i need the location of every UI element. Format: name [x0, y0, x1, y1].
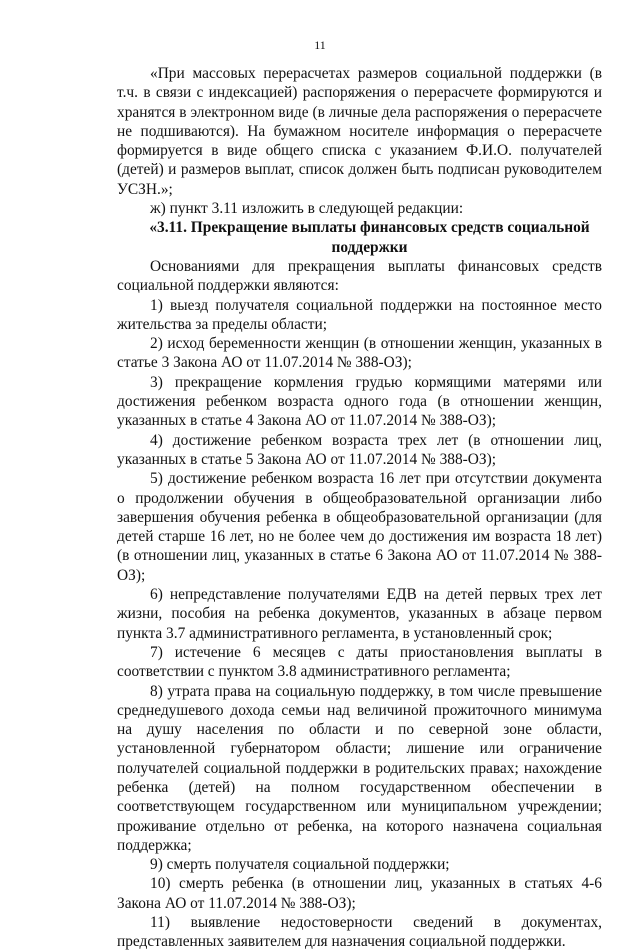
paragraph-item-zh: ж) пункт 3.11 изложить в следующей редакции: — [150, 200, 464, 218]
list-item-8: 8) утрата права на социальную поддержку, в том числе превышение среднедушевого дохода семьи над величиной прожиточного минимума на душу населения по области и по северной зоне области, установленной губернатором области; лишение или ограничение получателей социальной поддержки в родительских правах; нахождение ребенка (детей) на полном государственном обеспечении в соответствующем государственном или муниципальном учреждении; проживание отдельно от ребенка, на которого назначена социальная поддержка; — [117, 682, 602, 854]
list-item-1: 1) выезд получателя социальной поддержки на постоянное место жительства за пределы области; — [117, 296, 602, 333]
list-item-3: 3) прекращение кормления грудью кормящими матерями или достижения ребенком возраста одного года (в отношении женщин, указанных в статье 4 Закона АО от 11.07.2014 № 388-ОЗ); — [117, 373, 602, 430]
page-number: 11 — [314, 38, 326, 52]
list-item-11: 11) выявление недостоверности сведений в документах, представленных заявителем для назначения социальной поддержки. — [117, 914, 602, 951]
list-item-9: 9) смерть получателя социальной поддержки; — [150, 856, 450, 874]
section-heading-3-11: «3.11. Прекращение выплаты финансовых средств социальной поддержки — [149, 219, 590, 256]
paragraph-mass-recalculation: «При массовых перерасчетах размеров социальной поддержки (в т.ч. в связи с индексацией) распоряжения о перерасчете формируются и хранятся в электронном виде (в личные дела распоряжения о перерасчете не подшиваются). На бумажном носителе информация о перерасчете формируется в виде общего списка с указанием Ф.И.О. получателей (детей) и размеров выплат, список должен быть подписан руководителем УСЗН.»; — [117, 65, 602, 198]
document-body — [117, 64, 602, 952]
list-item-5: 5) достижение ребенком возраста 16 лет при отсутствии документа о продолжении обучения в общеобразовательной организации либо завершения обучения ребенка в общеобразовательной организации (для детей старше 16 лет, но не более чем до достижения им возраста 18 лет) (в отношении лиц, указанных в статье 6 Закона АО от 11.07.2014 № 388-ОЗ); — [117, 470, 602, 584]
paragraph-grounds-intro: Основаниями для прекращения выплаты финансовых средств социальной поддержки являются: — [117, 257, 602, 295]
list-item-2: 2) исход беременности женщин (в отношении женщин, указанных в статье 3 Закона АО от 11.07.2014 № 388-ОЗ); — [117, 335, 602, 372]
list-item-6: 6) непредставление получателями ЕДВ на детей первых трех лет жизни, пособия на ребенка документов, указанных в абзаце первом пункта 3.7 административного регламента, в установленный срок; — [117, 586, 602, 642]
list-item-7: 7) истечение 6 месяцев с даты приостановления выплаты в соответствии с пунктом 3.8 административного регламента; — [117, 643, 602, 681]
list-item-4: 4) достижение ребенком возраста трех лет (в отношении лиц, указанных в статье 5 Закона АО от 11.07.2014 № 388-ОЗ); — [117, 431, 602, 468]
list-item-10: 10) смерть ребенка (в отношении лиц, указанных в статьях 4-6 Закона АО от 11.07.2014 № 388-ОЗ); — [117, 875, 602, 912]
